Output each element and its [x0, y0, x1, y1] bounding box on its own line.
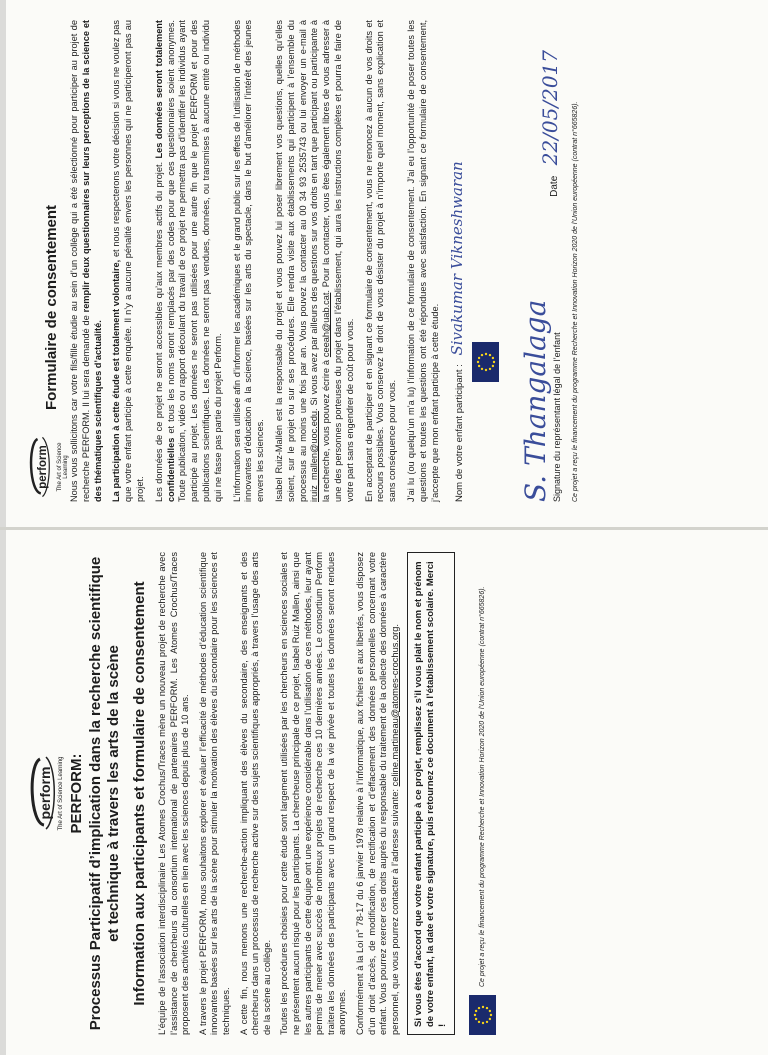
page-title: Processus Participatif d’implication dans la recherche scientifique et technique à travers les arts de la scène: [87, 556, 122, 1031]
paragraph-objective: A travers le projet PERFORM, nous souhaitons explorer et évaluer l’efficacité de méthodes d’éducation scientifique innovantes basées sur les arts de la scène pour stimuler la motivation des élèves du secondaire pour les sciences et techniques.: [197, 552, 231, 1035]
perform-logo-icon: [26, 752, 60, 836]
logo-tagline: The Art of Science Learning: [57, 442, 69, 492]
funding-text: Ce projet a reçu le financement du programme Recherche et Innovation Horizon 2020 de l’Union européenne (contrat n°665826).: [572, 101, 580, 502]
paragraph-voluntary: La participation à cette étude est totalement volontaire, et nous respecterons votre décision si vous ne voulez pas que votre enfant participe à cette enquête. Il n’y a aucune pénalité envers les personnes qui ne participeront pas au projet.: [111, 20, 145, 502]
perform-logo-icon: [26, 432, 54, 502]
child-name-handwritten: Sivakumar Vikneshwaran: [448, 161, 467, 356]
funding-text: Ce projet a reçu le financement du programme Recherche et Innovation Horizon 2020 de l’Union européenne (contrat n°665826).: [479, 586, 487, 987]
paragraph-procedures: Toutes les procédures choisies pour cette étude sont largement utilisées par les chercheurs en sciences sociales et ne présentent aucun risqué pour les participants. La chercheuse principale de ce projet, Isabel Ruiz Mallen, ainsi que les autres participants de cette équipe ont une expérience considérable dans l’utilisation de ces méthodes, leur ayant permis de mener avec succès de nombreux projets de recherche ces 10 dernières années. Le consortium Perform traitera les données des participants avec un grand respect de la vie privée et toutes les données seront rendues anonymes.: [279, 552, 348, 1035]
paragraph-contact: Isabel Ruiz-Mallén est la responsable du projet et vous pouvez lui poser librement vos questions, quelles qu’elles soient, sur le projet ou sur ses procédures. Elle rendra visite aux établissements qui participent à l’ensemble du processus au moins une fois par an. Vous pouvez la contacter au 00 34 93 2535743 ou lui envoyer un e-mail à iruiz_mallen@uoc.edu. Si vous avez par ailleurs des questions sur vos droits en tant que participant ou participante à la recherche, vous pouvez écrire à ceeah@uab.cat. Pour la contacter, vous êtes également libres de vous adresser à une des personnes porteuses du projet dans l’établissement, qui aura les instructions complètes et pourra le faire de votre part sans engendrer de coût pour vous.: [273, 20, 355, 502]
funding-footer: [469, 552, 496, 1035]
logo-tagline: The Art of Science Learning: [58, 756, 64, 831]
paragraph-rights: En acceptant de participer et en signant ce formulaire de consentement, vous ne renoncez à aucun de vos droits et recours possibles. Vous conservez le droit de vous désister du projet à n’importe quel moment, sans explication et sans conséquence pour vous.: [363, 20, 398, 502]
paragraph-solicitation: Nous vous sollicitons car votre fils/fille étudie au sein d’un collège qui a été sélectionné pour participer au projet de recherche PERFORM. Il lui sera demandé de remplir deux questionnaires sur leurs perceptions de la science et des thématiques scientifiques d’actualité.: [69, 20, 103, 502]
instructions-callout: Si vous êtes d’accord que votre enfant participe à ce projet, remplissez s’il vous plait le nom et prénom de votre enfant, la date et votre signature, puis retournez ce document à l’établissement scolaire. Merci !: [407, 552, 455, 1035]
date-label: Date: [549, 175, 561, 197]
brand-title: PERFORM:: [68, 753, 85, 834]
ethics-email-link[interactable]: ceeah@uab.cat: [321, 292, 332, 358]
researcher-email-link[interactable]: iruiz_mallen@uoc.edu: [309, 410, 320, 502]
paragraph-privacy-law: Conformément à la Loi n° 78-17 du 6 janvier 1978 relative à l’informatique, aux fichiers et aux libertés, vous disposez d’un droit d’accès, de modification, de rectification et d’effacement des données personnelles concernant votre enfant. Vous pourrez exercer ces droits auprès du responsable du traitement de la collecte des données à caractère personnel, que vous pourrez contacter à l’adresse suivante: celine.martineau@atomes-crochus.org.: [354, 552, 400, 1035]
paragraph-method: A cette fin, nous menons une recherche-action impliquant des élèves du secondaire, des enseignants et des chercheurs dans un processus de recherche active sur des sujets scientifiques appropriés, à travers l’usage des arts de la scène au collège.: [238, 552, 272, 1035]
eu-flag-icon: [472, 342, 499, 382]
paragraph-agreement: J’ai lu (ou quelqu’un m’a lu) l’information de ce formulaire de consentement. J’ai eu l’opportunité de poser toutes les questions et toutes les questions ont été répondues avec satisfaction. En signant ce formulaire de consentement, j’accepte que mon enfant participe à cette étude.: [405, 20, 440, 502]
signature-label: Signature du représentant légal de l’enfant: [552, 332, 563, 502]
paragraph-intro: L’équipe de l’association interdisciplinaire Les Atomes Crochus/Traces mène un nouveau projet de recherche avec l’assistance de chercheurs du consortium international de partenaires PERFORM. Les Atomes Crochus/Traces proposent des activités culturelles en lien avec les sciences depuis plus de 10 ans.: [157, 552, 191, 1035]
perform-logo: [26, 432, 69, 502]
child-name-field[interactable]: [448, 20, 466, 502]
form-header: [26, 20, 69, 502]
paragraph-information-use: L’information sera utilisée afin d’informer les académiques et le grand public sur les effets de l’utilisation de méthodes innovantes d’éducation à la science, basées sur les arts du spectacle, dans le but d’améliorer l’intérêt des jeunes envers les sciences.: [231, 20, 266, 502]
logo-wordmark: perform: [37, 767, 53, 820]
information-page: [0, 528, 768, 1055]
signature-block: [519, 20, 562, 502]
eu-flag-icon: [469, 995, 496, 1035]
date-handwritten: 22/05/2017: [538, 50, 563, 166]
perform-logo: [26, 552, 64, 1035]
paragraph-confidentiality: Les données de ce projet ne seront accessibles qu’aux membres actifs du projet. Les données seront totalement confidentielles et tous les noms seront remplacés par des codes pour que ces questionnaires soient anonymes. Toute publication, vidéo ou rapport découlant du travail de ce projet ne permettra pas d’identifier les individus ayant participé au projet. Les données ne seront pas utilisées pour une autre fin que le projet PERFORM et pour des publications scientifiques. Les données ne seront pas vendues, données, ou transmises à aucune entité ou individu qui ne fasse pas partie du projet Perform.: [153, 20, 223, 502]
child-name-label: Nom de votre enfant participant :: [454, 364, 466, 502]
signature-field[interactable]: [519, 300, 562, 502]
date-field[interactable]: [538, 50, 562, 197]
signature-handwritten: S. Thangalaga: [519, 299, 553, 502]
eu-emblem: [472, 20, 499, 382]
logo-wordmark: perform: [36, 445, 49, 489]
contact-email-link[interactable]: celine.martineau@atomes-crochus.org: [389, 626, 400, 787]
section-title: Information aux participants et formulaire de consentement: [131, 581, 148, 1006]
form-title: Formulaire de consentement: [43, 204, 60, 410]
